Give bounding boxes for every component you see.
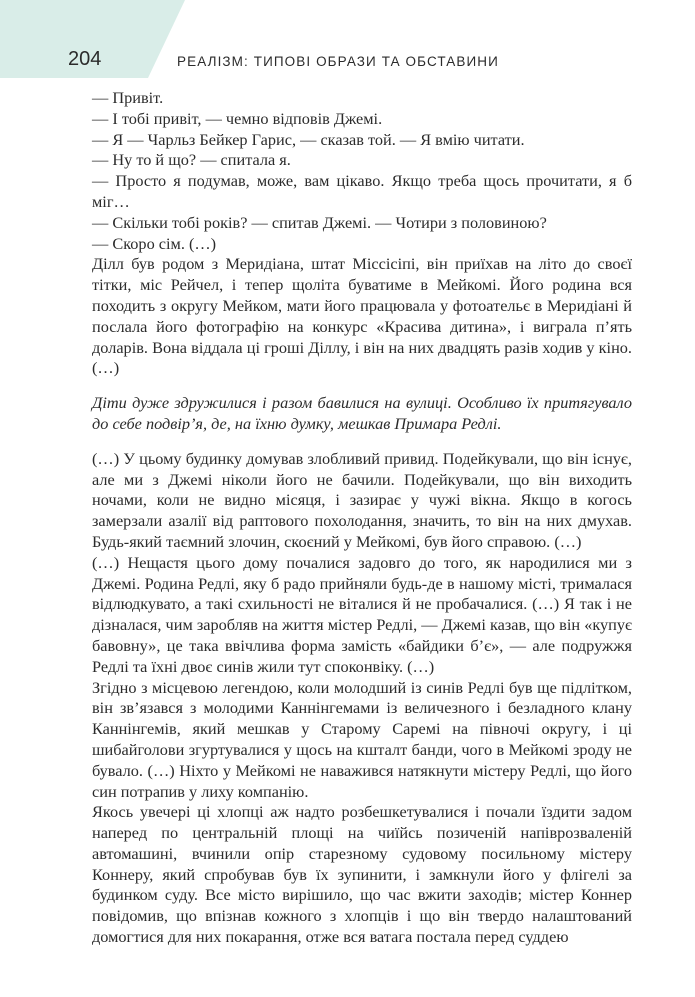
page-number: 204 <box>68 48 102 70</box>
dialogue-line: — Ну то й що? — спитала я. <box>92 150 291 170</box>
italic-summary: Діти дуже здружилися і разом бавилися на вулиці. Особливо їх притягувало до себе подвір’я, де, на їхню думку, мешкав Примара Редлі. <box>92 393 632 433</box>
dialogue-line: — Просто я подумав, може, вам цікаво. Якщо треба щось прочитати, я б міг… <box>92 171 632 211</box>
dialogue-line: — І тобі привіт, — чемно відповів Джемі. <box>92 108 383 128</box>
dialogue-line: — Скоро сім. (…) <box>92 233 217 253</box>
dialogue-line: — Привіт. <box>92 88 164 107</box>
paragraph: Згідно з місцевою легендою, коли молодший із синів Редлі був ще підлітком, він зв’язався з молодими Каннінгемами із величезного і безладного клану Каннінгемів, який мешкав у Старому Саремі на півночі округу, і ці шибайголови згуртувалися у щось на кшталт банди, чого в Мейкомі зроду не бувало. (…) Ніхто у Мейкомі не наважився натякнути містеру Редлі, що його син потрапив у лиху компанію. <box>92 677 632 801</box>
running-head: РЕАЛІЗМ: ТИПОВІ ОБРАЗИ ТА ОБСТАВИНИ <box>177 54 499 69</box>
dialogue-line: — Я — Чарльз Бейкер Гарис, — сказав той. — Я вмію читати. <box>92 129 525 149</box>
dialogue-line: — Скільки тобі років? — спитав Джемі. — Чотири з половиною? <box>92 212 547 232</box>
paragraph: (…) У цьому будинку домував злобливий привид. Подейкували, що він існує, але ми з Джемі ніколи його не бачили. Подейкували, що він виходить ночами, коли не видно місяця, і зазирає у чужі вікна. Якщо в когось замерзали азалії від раптового похолодання, значить, то він на них дмухав. Будь-який таємний злочин, скоєний у Мейкомі, був його справою. (…) <box>92 448 632 551</box>
paragraph-dill: Ділл був родом з Меридіана, штат Міссісіпі, він приїхав на літо до своєї тітки, міс Рейчел, і тепер щоліта буватиме в Мейкомі. Його родина вся походить з округу Мейком, мати його працювала у фотоательє в Меридіані й послала його фотографію на конкурс «Красива дитина», і виграла п’ять доларів. Вона віддала ці гроші Діллу, і він на них двадцять разів ходив у кіно. (…) <box>92 254 632 378</box>
paragraph: Якось увечері ці хлопці аж надто розбешкетувалися і почали їздити задом наперед по центральній площі на чиїйсь позиченій напіврозваленій автомашині, вчинили опір старезному судовому посильному містеру Коннеру, який спробував був їх зупинити, і замкнули його у флігелі за будинком суду. Все місто вирішило, що час вжити заходів; містер Коннер повідомив, що впізнав кожного з хлопців і що він твердо налаштований домогтися для них покарання, отже вся ватага постала перед суддею <box>92 802 632 947</box>
paragraph: (…) Нещастя цього дому почалися задовго до того, як народилися ми з Джемі. Родина Редлі, яку б радо прийняли будь-де в нашому місті, трималася відлюдкувато, а такі схильності не віталися й не пробачалися. (…) Я так і не дізналася, чим заробляв на життя містер Редлі, — Джемі казав, що він «купує бавовну», це така ввічлива форма замість «байдики б’є», — але подружжя Редлі та їхні двоє синів жили тут споконвіку. (…) <box>92 552 632 676</box>
page-body <box>92 88 632 948</box>
